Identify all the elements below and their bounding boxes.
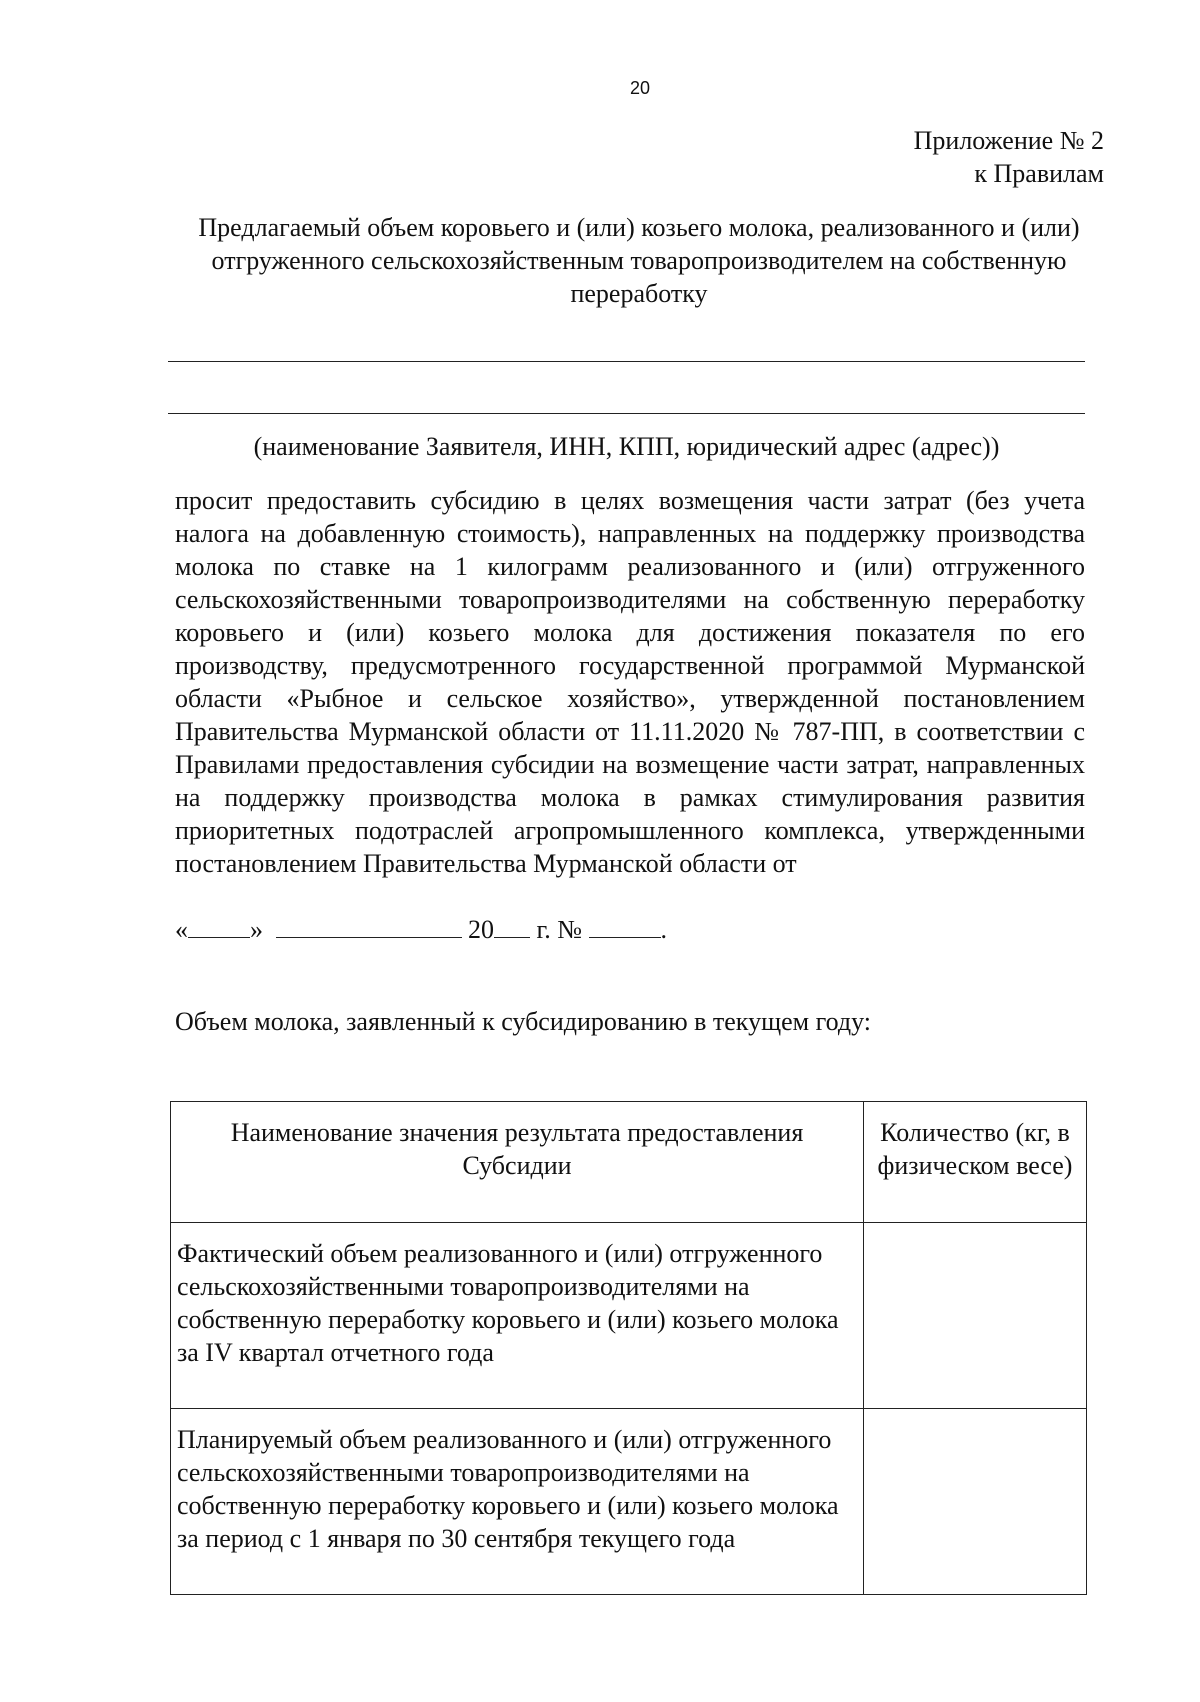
column-header-quantity: Количество (кг, в физическом весе) [864, 1102, 1087, 1223]
request-paragraph: просит предоставить субсидию в целях возмещения части затрат (без учета налога на добавленную стоимость), направленных на поддержку производства молока по ставке на 1 килограмм реализованного и (или) отгруженного сельскохозяйственными товаропроизводителями на собственную переработку коровьего и (или) козьего молока для достижения показателя по его производству, предусмотренного государственной программой Мурманской области «Рыбное и сельское хозяйство», утвержденной постановлением Правительства Мурманской области от 11.11.2020 № 787-ПП, в соответствии с Правилами предоставления субсидии на возмещение части затрат, направленных на поддержку производства молока в рамках стимулирования развития приоритетных подотраслей агропромышленного комплекса, утвержденными постановлением Правительства Мурманской области от [175, 486, 1085, 878]
page-number: 20 [629, 78, 651, 98]
number-blank[interactable] [589, 913, 661, 938]
applicant-caption: (наименование Заявителя, ИНН, КПП, юридический адрес (адрес)) [253, 432, 1000, 461]
quantity-cell-actual[interactable] [864, 1223, 1087, 1409]
applicant-fill-line-1[interactable] [168, 361, 1085, 362]
applicant-fill-line-2[interactable] [168, 413, 1085, 414]
table-row [171, 1223, 1087, 1409]
row-indicator-planned: Планируемый объем реализованного и (или) отгруженного сельскохозяйственными товаропроизводителями на собственную переработку коровьего и (или) козьего молока за период с 1 января по 30 сентября текущего года [171, 1409, 864, 1595]
year-prefix: 20 [468, 915, 494, 944]
column-header-indicator: Наименование значения результата предоставления Субсидии [171, 1102, 864, 1223]
close-quote: » [250, 915, 263, 944]
table-row [171, 1409, 1087, 1595]
quantity-cell-planned[interactable] [864, 1409, 1087, 1595]
appendix-reference [914, 124, 1104, 190]
resolution-date-line [175, 913, 1085, 946]
open-quote: « [175, 915, 188, 944]
document-title: Предлагаемый объем коровьего и (или) козьего молока, реализованного и (или) отгруженного сельскохозяйственным товаропроизводителем на собственную переработку [198, 213, 1080, 308]
appendix-rules: к Правилам [974, 159, 1104, 188]
date-line-end: . [660, 915, 668, 944]
volume-heading: Объем молока, заявленный к субсидированию в текущем году: [175, 1007, 871, 1036]
year-suffix: г. № [536, 915, 583, 944]
table-header-row [171, 1102, 1087, 1223]
appendix-number: Приложение № 2 [913, 126, 1104, 155]
milk-volume-table [170, 1101, 1087, 1595]
row-indicator-actual: Фактический объем реализованного и (или) отгруженного сельскохозяйственными товаропроизводителями на собственную переработку коровьего и (или) козьего молока за IV квартал отчетного года [171, 1223, 864, 1409]
day-blank[interactable] [188, 913, 250, 938]
month-blank[interactable] [276, 913, 462, 938]
year-blank[interactable] [494, 913, 530, 938]
